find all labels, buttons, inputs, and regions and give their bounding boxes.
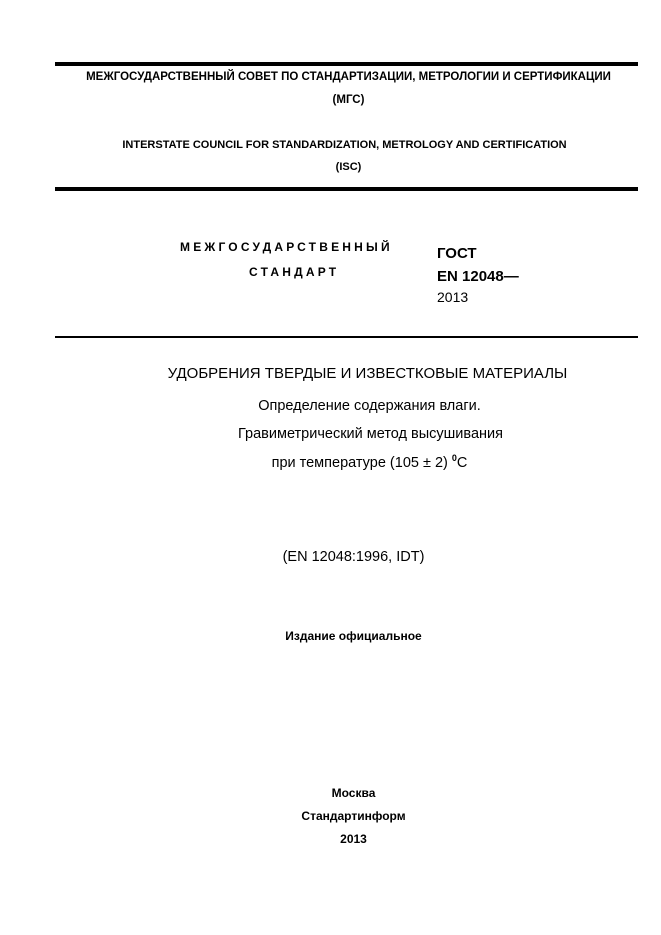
standard-label-line1: МЕЖГОСУДАРСТВЕННЫЙ xyxy=(180,240,393,254)
council-abbr-ru: (МГС) xyxy=(332,94,365,106)
document-subtitle-3 xyxy=(39,453,661,471)
celsius-unit: C xyxy=(456,454,468,471)
document-subtitle-1: Определение содержания влаги. xyxy=(258,398,481,414)
standard-code-gost: ГОСТ xyxy=(437,245,477,262)
edition-note: Издание официальное xyxy=(285,629,422,643)
standard-code-en: EN 12048— xyxy=(437,268,519,285)
document-subtitle-2: Гравиметрический метод высушивания xyxy=(238,426,503,442)
footer-city: Москва xyxy=(331,786,376,800)
standard-code-year: 2013 xyxy=(437,289,469,305)
title-separator-rule xyxy=(55,336,638,338)
footer-year: 2013 xyxy=(340,832,367,846)
council-abbr-en: (ISC) xyxy=(335,161,362,173)
council-name-ru: МЕЖГОСУДАРСТВЕННЫЙ СОВЕТ ПО СТАНДАРТИЗАЦИИ, МЕТРОЛОГИИ И СЕРТИФИКАЦИИ xyxy=(86,71,611,83)
degree-superscript: 0 xyxy=(451,453,457,463)
council-name-en: INTERSTATE COUNCIL FOR STANDARDIZATION, METROLOGY AND CERTIFICATION xyxy=(122,139,567,151)
standard-reference: (EN 12048:1996, IDT) xyxy=(282,549,425,565)
temperature-text: при температуре (105 ± 2) xyxy=(271,454,452,471)
standard-label-line2: СТАНДАРТ xyxy=(249,265,340,279)
header-bottom-rule xyxy=(55,187,638,191)
top-rule xyxy=(55,62,638,66)
footer-publisher: Стандартинформ xyxy=(301,809,406,823)
document-title: УДОБРЕНИЯ ТВЕРДЫЕ И ИЗВЕСТКОВЫЕ МАТЕРИАЛЫ xyxy=(167,365,568,382)
